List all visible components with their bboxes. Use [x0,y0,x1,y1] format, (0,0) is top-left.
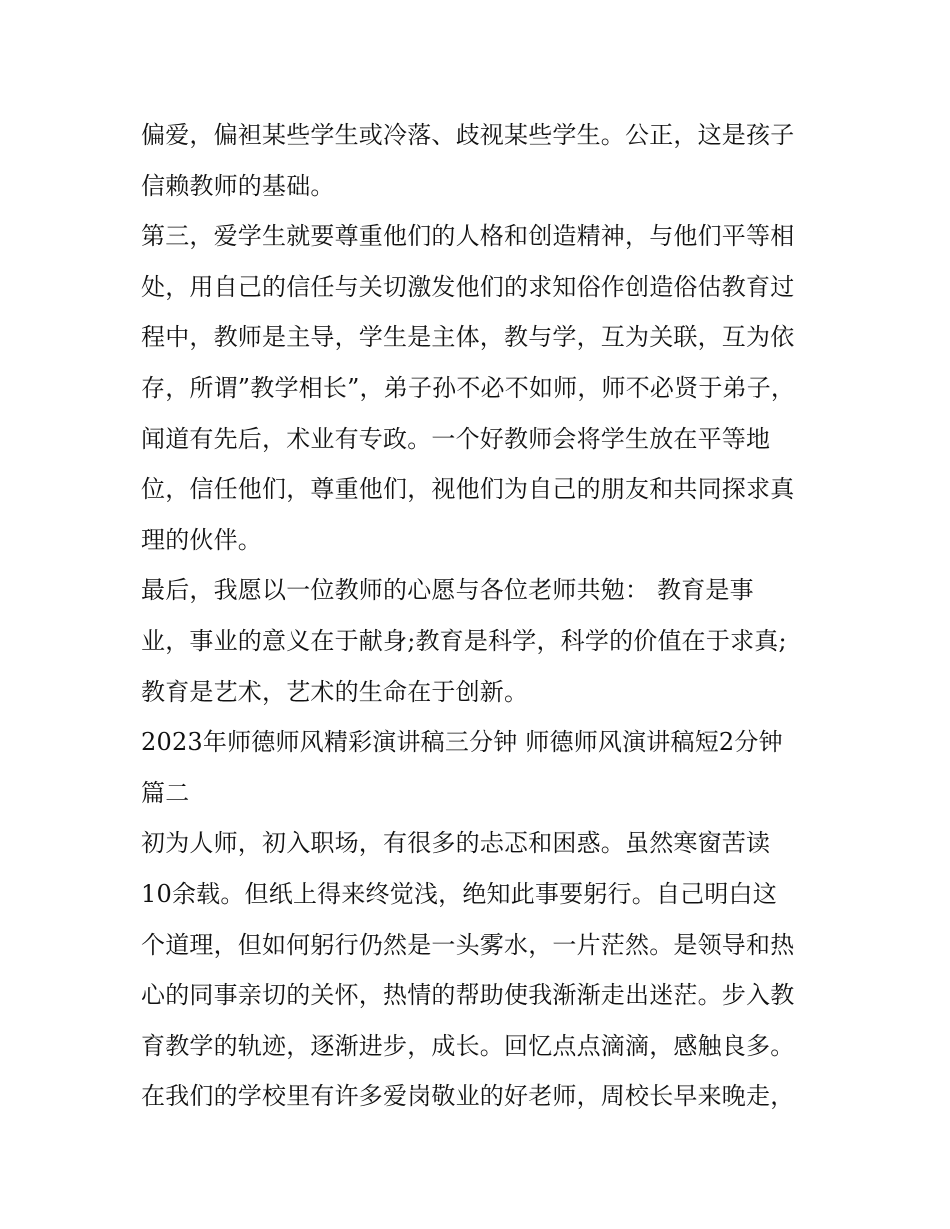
text-line-8: 位，信任他们，尊重他们，视他们为自己的朋友和共同探求真 [141,475,795,504]
text-line-20: 在我们的学校里有许多爱岗敬业的好老师，周校长早来晚走， [141,1082,795,1111]
text-line-1: 偏爱，偏袒某些学生或冷落、歧视某些学生。公正，这是孩子 [141,121,795,149]
text-line-17: 个道理，但如何躬行仍然是一头雾水，一片茫然。是领导和热 [141,930,795,959]
text-line-7: 闻道有先后，术业有专政。一个好教师会将学生放在平等地 [141,424,771,453]
text-line-2: 信赖教师的基础。 [141,171,335,200]
text-line-14: 篇二 [141,778,190,807]
text-line-11: 业，事业的意义在于献身;教育是科学，科学的价值在于求真; [141,626,787,655]
text-line-3: 第三，爱学生就要尊重他们的人格和创造精神，与他们平等相 [141,222,795,251]
text-line-15: 初为人师，初入职场，有很多的忐忑和困惑。虽然寒窗苦读 [141,829,771,858]
document-body [141,110,821,1122]
text-line-12: 教育是艺术，艺术的生命在于创新。 [141,677,529,706]
text-line-19: 育教学的轨迹，逐渐进步，成长。回忆点点滴滴，感触良多。 [141,1031,795,1060]
text-line-10: 最后，我愿以一位教师的心愿与各位老师共勉： 教育是事 [141,576,754,605]
text-line-5: 程中，教师是主导，学生是主体，教与学，互为关联，互为依 [141,323,795,352]
text-line-16: 10余载。但纸上得来终觉浅，绝知此事要躬行。自己明白这 [141,879,777,908]
text-line-6: 存，所谓”教学相长”，弟子孙不必不如师，师不必贤于弟子， [141,373,796,402]
text-line-9: 理的伙伴。 [141,525,262,554]
text-line-4: 处，用自己的信任与关切激发他们的求知俗作创造俗估教育过 [141,272,795,301]
text-line-18: 心的同事亲切的关怀，热情的帮助使我渐渐走出迷茫。步入教 [141,981,795,1010]
text-line-13: 2023年师德师风精彩演讲稿三分钟 师德师风演讲稿短2分钟 [141,728,783,757]
